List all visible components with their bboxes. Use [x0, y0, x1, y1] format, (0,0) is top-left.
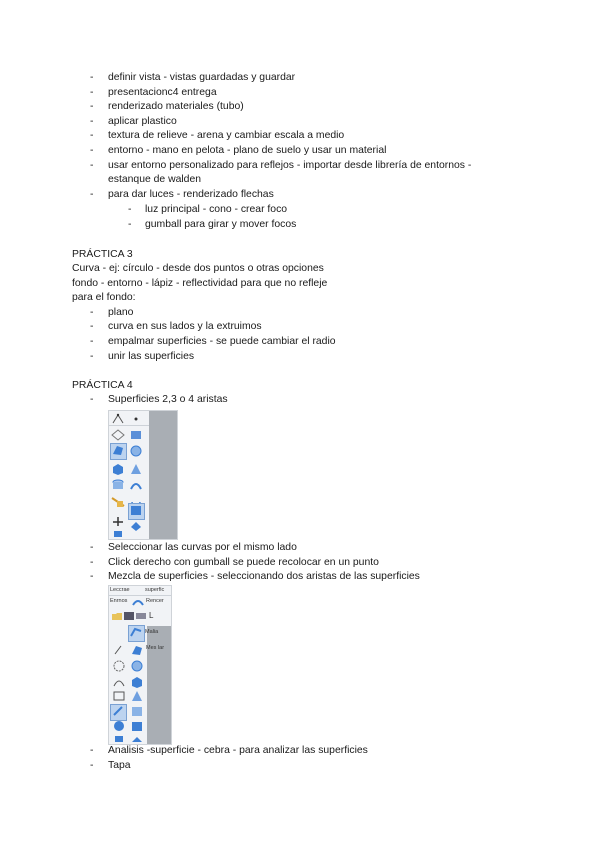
bullet-dash: - [90, 145, 94, 156]
tab-label: superfic [145, 587, 165, 593]
list-item: presentacionc4 entrega [108, 87, 217, 98]
surface-corners-icon [129, 429, 143, 441]
sub-bullet-dash: - [128, 219, 132, 230]
bullet-dash: - [90, 745, 94, 756]
bullet-dash: - [90, 557, 94, 568]
loft-icon [129, 479, 143, 491]
list-item: Analisis -superficie - cebra - para analizar las superficies [108, 745, 368, 756]
toolbar-divider [109, 425, 149, 426]
cylinder-icon [130, 705, 144, 717]
extrude-icon [112, 734, 126, 744]
rectangle-icon [112, 690, 126, 702]
bullet-dash: - [90, 72, 94, 83]
cone-icon [129, 463, 143, 475]
body-line: para el fondo: [72, 292, 136, 303]
folder-icon [111, 611, 123, 621]
tab-label: Mes lar [146, 645, 165, 651]
bullet-dash: - [90, 321, 94, 332]
patch-icon [129, 504, 143, 516]
curve-from-object-icon [112, 705, 124, 717]
arc-icon [112, 676, 126, 688]
list-item: empalmar superficies - se puede cambiar el radio [108, 336, 336, 347]
cone-icon [130, 690, 144, 702]
extrude-icon [111, 529, 125, 539]
polygon-icon [111, 429, 125, 441]
list-item: Click derecho con gumball se puede recolocar en un punto [108, 557, 379, 568]
tab-label: Rencer [146, 598, 164, 604]
body-line: fondo - entorno - lápiz - reflectividad para que no refleje [72, 278, 328, 289]
sphere-icon [129, 445, 143, 457]
toolbar-screenshot-blend [108, 585, 172, 745]
gumball-icon [111, 515, 125, 527]
save-icon [123, 611, 135, 621]
bullet-dash: - [90, 760, 94, 771]
list-item: usar entorno personalizado para reflejos - importar desde librería de entornos - [108, 160, 472, 171]
list-item: Seleccionar las curvas por el mismo lado [108, 542, 297, 553]
bullet-dash: - [90, 160, 94, 171]
bullet-dash: - [90, 87, 94, 98]
viewport-area [147, 626, 171, 744]
cylinder-icon [111, 479, 125, 491]
bullet-dash: - [90, 336, 94, 347]
tab-label: Enrnos [110, 598, 128, 604]
print-icon [135, 610, 147, 622]
edge-surface-icon [111, 444, 125, 456]
tab-label: Malia [145, 629, 159, 635]
bullet-dash: - [90, 571, 94, 582]
list-item: aplicar plastico [108, 116, 177, 127]
body-line: Curva - ej: círculo - desde dos puntos o otras opciones [72, 263, 324, 274]
list-item: textura de relieve - arena y cambiar escala a medio [108, 130, 345, 141]
toolbar-divider [109, 595, 171, 596]
solid-icon [112, 720, 126, 732]
section-heading-practica-4: PRÁCTICA 4 [72, 380, 133, 391]
list-item: entorno - mano en pelota - plano de suelo y usar un material [108, 145, 387, 156]
bullet-dash: - [90, 130, 94, 141]
list-item: unir las superficies [108, 351, 195, 362]
list-item: para dar luces - renderizado flechas [108, 189, 274, 200]
curve-icon [113, 644, 123, 656]
section-heading-practica-3: PRÁCTICA 3 [72, 249, 133, 260]
bullet-dash: - [90, 351, 94, 362]
sub-bullet-dash: - [128, 204, 132, 215]
planar-icon [129, 519, 143, 531]
bullet-dash: - [90, 101, 94, 112]
list-item: definir vista - vistas guardadas y guardar [108, 72, 296, 83]
bullet-dash: - [90, 116, 94, 127]
list-item: Mezcla de superficies - seleccionando dos aristas de las superficies [108, 571, 420, 582]
sub-list-item: gumball para girar y mover focos [145, 219, 297, 230]
layout-icon: L [149, 611, 154, 620]
patch-icon [130, 720, 144, 732]
viewport-area [149, 411, 177, 539]
blend-surface-icon [132, 597, 144, 607]
edge-surface-icon [130, 644, 144, 656]
tab-label: Leccrae [110, 587, 130, 593]
list-item: Tapa [108, 760, 131, 771]
list-item: renderizado materiales (tubo) [108, 101, 244, 112]
bullet-dash: - [90, 394, 94, 405]
bullet-dash: - [90, 307, 94, 318]
bullet-dash: - [90, 542, 94, 553]
sweep-icon [111, 496, 125, 508]
sub-list-item: luz principal - cono - crear foco [145, 204, 288, 215]
dot-icon [129, 413, 143, 425]
toolbar-screenshot-surfaces [108, 410, 178, 540]
list-item-continuation: estanque de walden [108, 174, 202, 185]
list-item: Superficies 2,3 o 4 aristas [108, 394, 228, 405]
list-item: plano [108, 307, 134, 318]
list-item: curva en sus lados y la extruimos [108, 321, 262, 332]
box-icon [130, 676, 144, 688]
point-icon [111, 413, 125, 425]
box-icon [111, 463, 125, 475]
sphere-icon [130, 660, 144, 672]
bullet-dash: - [90, 189, 94, 200]
blend-edges-icon [130, 627, 142, 638]
planar-icon [130, 734, 144, 744]
circle-icon [112, 660, 126, 672]
